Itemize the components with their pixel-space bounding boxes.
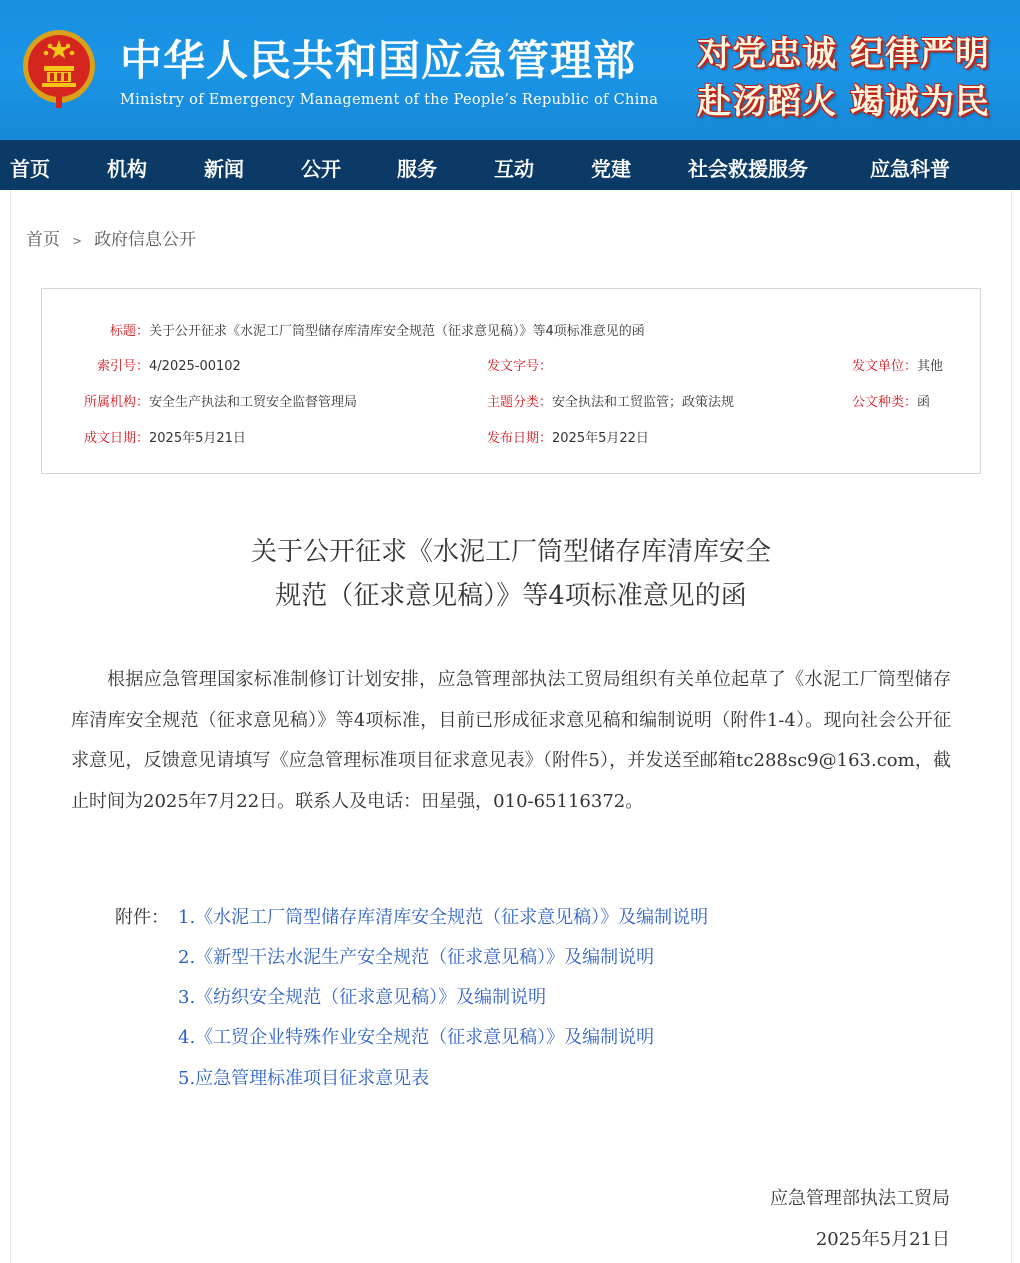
meta-doc-type-row xyxy=(852,391,930,410)
attachment-link-1[interactable]: 1.《水泥工厂筒型储存库清库安全规范（征求意见稿）》及编制说明 xyxy=(178,907,709,928)
meta-topic-label: 主题分类： xyxy=(487,395,553,410)
article-title xyxy=(11,530,1011,618)
meta-doc-no-label: 发文字号： xyxy=(487,359,553,374)
document-metadata-box xyxy=(41,288,981,474)
slogan-line-2: 赴汤蹈火 竭诚为民 xyxy=(697,82,990,122)
meta-title-label: 标题： xyxy=(110,324,150,339)
nav-item-home[interactable]: 首页 xyxy=(10,157,50,181)
meta-published-row xyxy=(487,427,649,446)
meta-issuer-label: 发文单位： xyxy=(852,359,918,374)
nav-item-news[interactable]: 新闻 xyxy=(204,157,244,181)
nav-item-organization[interactable]: 机构 xyxy=(107,157,147,181)
breadcrumb xyxy=(26,225,196,250)
national-emblem-icon[interactable] xyxy=(20,26,98,110)
meta-title-value: 关于公开征求《水泥工厂筒型储存库清库安全规范（征求意见稿）》等4项标准意见的函 xyxy=(149,324,645,339)
meta-org-value: 安全生产执法和工贸安全监督管理局 xyxy=(149,395,358,410)
breadcrumb-separator: > xyxy=(72,234,83,248)
meta-org-label: 所属机构： xyxy=(84,395,150,410)
article-body: 根据应急管理国家标准制修订计划安排，应急管理部执法工贸局组织有关单位起草了《水泥工厂筒型储存库清库安全规范（征求意见稿）》等4项标准，目前已形成征求意见稿和编制说明（附件1-4）。现向社会公开征求意见，反馈意见请填写《应急管理标准项目征求意见表》（附件5），并发送至邮箱tc288sc9@163.com，截止时间为2025年7月22日。联系人及电话：田星强，010-65116372。 xyxy=(71,669,951,812)
meta-doc-no-row xyxy=(487,355,552,374)
attachment-link-5[interactable]: 5.应急管理标准项目征求意见表 xyxy=(178,1068,430,1089)
site-header xyxy=(0,0,1020,140)
meta-created-label: 成文日期： xyxy=(84,431,150,446)
meta-doc-type-label: 公文种类： xyxy=(852,395,918,410)
nav-item-science[interactable]: 应急科普 xyxy=(870,157,950,181)
signature-org: 应急管理部执法工贸局 xyxy=(770,1188,950,1209)
nav-item-interaction[interactable]: 互动 xyxy=(494,157,534,181)
breadcrumb-home-link[interactable]: 首页 xyxy=(26,230,60,250)
meta-created-row xyxy=(84,427,246,446)
attachments-label: 附件： xyxy=(115,907,169,928)
meta-org-row xyxy=(84,391,357,410)
breadcrumb-current-link[interactable]: 政府信息公开 xyxy=(94,230,197,250)
article-title-line-2: 规范（征求意见稿）》等4项标准意见的函 xyxy=(275,581,747,611)
article-title-line-1: 关于公开征求《水泥工厂筒型储存库清库安全 xyxy=(250,537,771,567)
attachment-link-3[interactable]: 3.《纺织安全规范（征求意见稿）》及编制说明 xyxy=(178,987,547,1008)
meta-created-value: 2025年5月21日 xyxy=(149,431,246,446)
meta-topic-value: 安全执法和工贸监管；政策法规 xyxy=(552,395,735,410)
meta-published-value: 2025年5月22日 xyxy=(552,431,649,446)
slogan-line-1: 对党忠诚 纪律严明 xyxy=(697,34,990,74)
meta-topic-row xyxy=(487,391,734,410)
nav-item-party[interactable]: 党建 xyxy=(591,157,631,181)
meta-issuer-row xyxy=(852,355,943,374)
attachment-link-4[interactable]: 4.《工贸企业特殊作业安全规范（征求意见稿）》及编制说明 xyxy=(178,1027,655,1048)
nav-item-disclosure[interactable]: 公开 xyxy=(301,157,341,181)
signature-date: 2025年5月21日 xyxy=(815,1229,950,1250)
meta-title-row xyxy=(110,320,645,339)
content-area xyxy=(10,190,1012,1263)
site-title: 中华人民共和国应急管理部 xyxy=(120,36,637,85)
nav-item-services[interactable]: 服务 xyxy=(397,157,437,181)
main-nav xyxy=(0,140,1020,190)
meta-index-value: 4/2025-00102 xyxy=(149,359,241,374)
nav-item-rescue-services[interactable]: 社会救援服务 xyxy=(688,157,808,181)
attachment-link-2[interactable]: 2.《新型干法水泥生产安全规范（征求意见稿）》及编制说明 xyxy=(178,947,655,968)
site-subtitle: Ministry of Emergency Management of the People’s Republic of China xyxy=(120,92,659,108)
meta-index-row xyxy=(97,355,241,374)
meta-index-label: 索引号： xyxy=(97,359,150,374)
meta-published-label: 发布日期： xyxy=(487,431,553,446)
meta-doc-type-value: 函 xyxy=(917,395,931,410)
meta-issuer-value: 其他 xyxy=(917,359,944,374)
